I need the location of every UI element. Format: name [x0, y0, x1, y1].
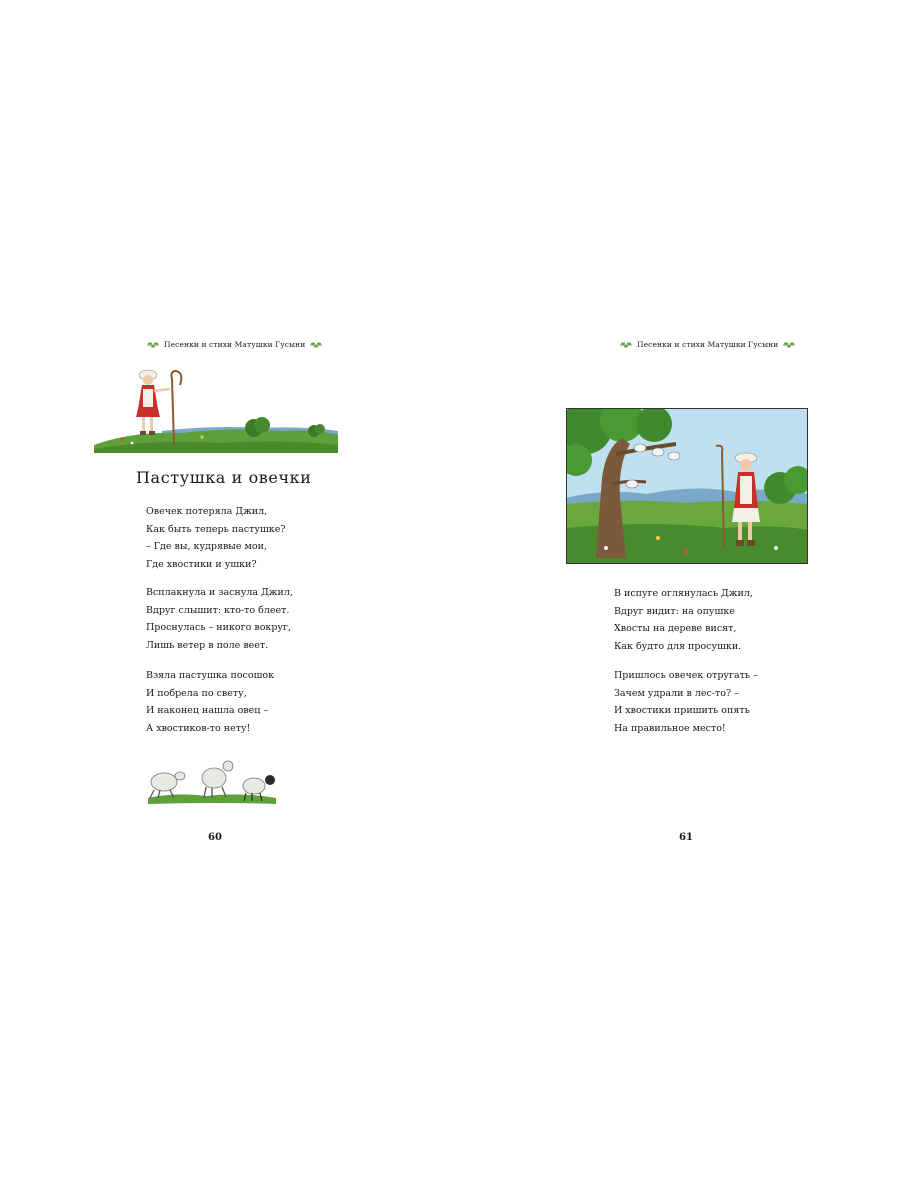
- sprig-icon: [146, 341, 160, 349]
- verse-line: Хвосты на дереве висят,: [614, 623, 737, 634]
- stanza: [614, 585, 753, 655]
- stanza: [146, 503, 285, 573]
- sprig-icon: [619, 341, 633, 349]
- verse-line: На правильное место!: [614, 722, 726, 734]
- verse-line: Пришлось овечек отругать –: [614, 670, 758, 681]
- verse-line: Как быть теперь пастушке?: [146, 523, 286, 535]
- page-number: 61: [679, 832, 693, 843]
- verse-line: И наконец нашла овец –: [146, 705, 269, 716]
- verse-line: Взяла пастушка посошок: [146, 670, 275, 681]
- sheep-illustration: [146, 752, 278, 808]
- tree-with-tails-illustration: [566, 408, 808, 564]
- sprig-icon: [309, 341, 323, 349]
- verse-line: Где хвостики и ушки?: [146, 558, 257, 570]
- running-head: [146, 340, 323, 349]
- sheep-icon: [150, 772, 185, 798]
- stanza: [614, 667, 758, 737]
- running-head-text: Песенки и стихи Матушки Гусыни: [164, 340, 306, 349]
- shepherdess-illustration: [92, 365, 340, 453]
- verse-line: Зачем удрали в лес-то? –: [614, 687, 739, 699]
- running-head-text: Песенки и стихи Матушки Гусыни: [637, 340, 779, 349]
- verse-line: Вдруг слышит: кто-то блеет.: [146, 604, 290, 616]
- verse-line: Всплакнула и заснула Джил,: [146, 587, 293, 598]
- verse-line: И побрела по свету,: [146, 687, 247, 699]
- poem-title: Пастушка и овечки: [136, 468, 312, 487]
- sheep-icon: [202, 761, 233, 798]
- right-page: [450, 0, 900, 1200]
- verse-line: Овечек потеряла Джил,: [146, 506, 268, 517]
- verse-line: И хвостики пришить опять: [614, 705, 750, 716]
- verse-line: Вдруг видит: на опушке: [614, 605, 735, 617]
- verse-line: Как будто для просушки.: [614, 640, 742, 652]
- verse-line: Проснулась – никого вокруг,: [146, 622, 292, 633]
- verse-line: – Где вы, кудрявые мои,: [146, 541, 267, 552]
- page-number: 60: [208, 832, 222, 843]
- running-head: [619, 340, 796, 349]
- stanza: [146, 667, 274, 737]
- verse-line: В испуге оглянулась Джил,: [614, 588, 753, 599]
- sprig-icon: [782, 341, 796, 349]
- stanza: [146, 584, 293, 654]
- verse-line: Лишь ветер в поле веет.: [146, 639, 269, 651]
- verse-line: А хвостиков-то нету!: [146, 722, 251, 734]
